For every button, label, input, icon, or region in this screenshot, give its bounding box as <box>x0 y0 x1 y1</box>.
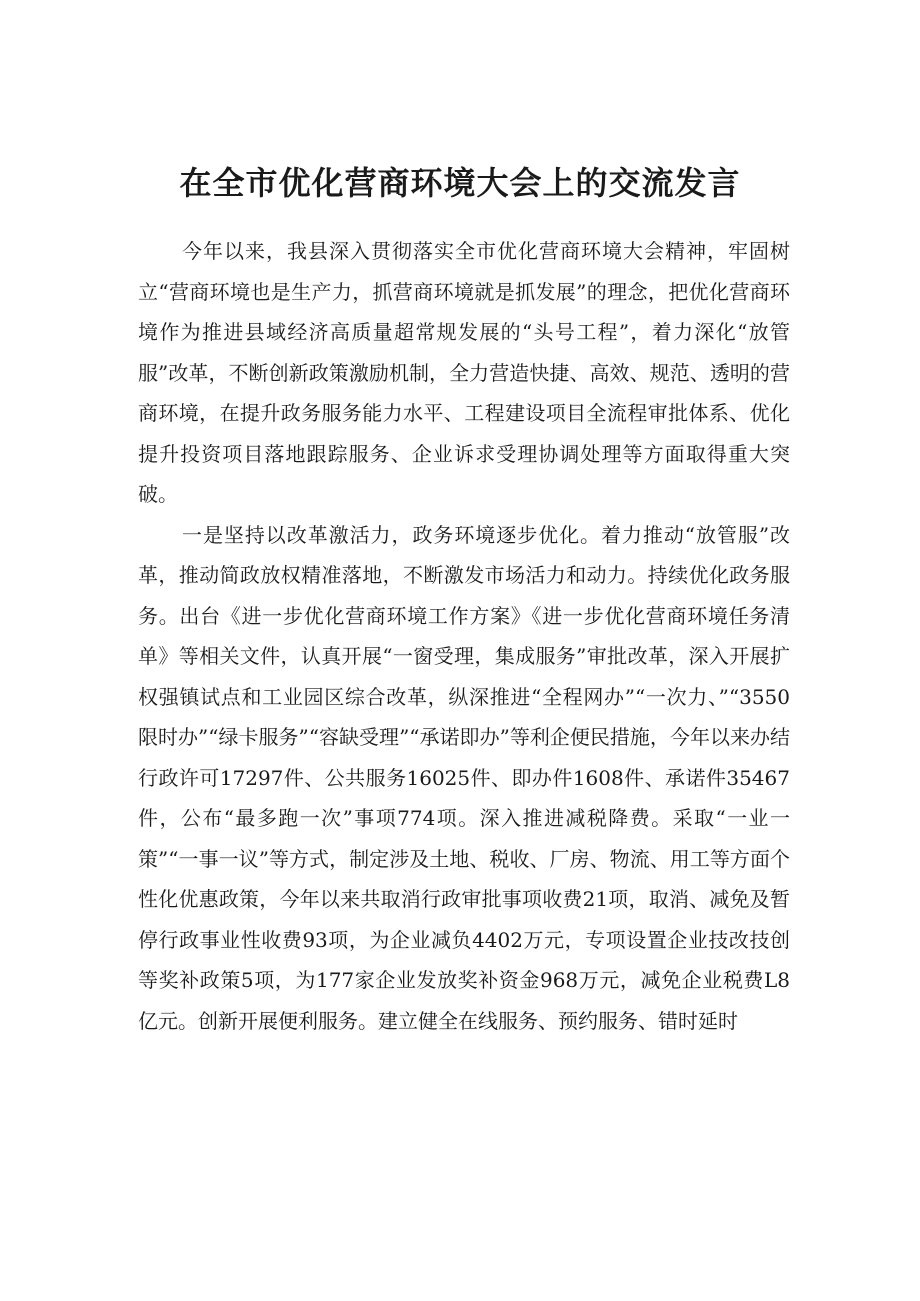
paragraph-intro: 今年以来，我县深入贯彻落实全市优化营商环境大会精神，牢固树立“营商环境也是生产力，抓营商环境就是抓发展”的理念，把优化营商环境作为推进县域经济高质量超常规发展的“头号工程”，着力深化“放管服”改革，不断创新政策激励机制，全力营造快捷、高效、规范、透明的营商环境，在提升政务服务能力水平、工程建设项目全流程审批体系、优化提升投资项目落地跟踪服务、企业诉求受理协调处理等方面取得重大突破。 <box>138 239 790 506</box>
paragraph-reform: 一是坚持以改革激活力，政务环境逐步优化。着力推动“放管服”改革，推动简政放权精准落地，不断激发市场活力和动力。持续优化政务服务。出台《进一步优化营商环境工作方案》《进一步优化营商环境任务清单》等相关文件，认真开展“一窗受理，集成服务”审批改革，深入开展扩权强镇试点和工业园区综合改革，纵深推进“全程网办”“一次力、”“3550限时办”“绿卡服务”“容缺受理”“承诺即办”等利企便民措施，今年以来办结行政许可17297件、公共服务16025件、即办件1608件、承诺件35467件，公布“最多跑一次”事项774项。深入推进减税降费。采取“一业一策”“一事一议”等方式，制定涉及土地、税收、厂房、物流、用工等方面个性化优惠政策，今年以来共取消行政审批事项收费21项，取消、减免及暂停行政事业性收费93项，为企业减负4402万元，专项设置企业技改技创等奖补政策5项，为177家企业发放奖补资金968万元，减免企业税费L8亿元。创新开展便利服务。建立健全在线服务、预约服务、错时延时 <box>138 522 790 1033</box>
document-title: 在全市优化营商环境大会上的交流发言 <box>179 164 741 202</box>
document-body <box>138 231 790 1041</box>
